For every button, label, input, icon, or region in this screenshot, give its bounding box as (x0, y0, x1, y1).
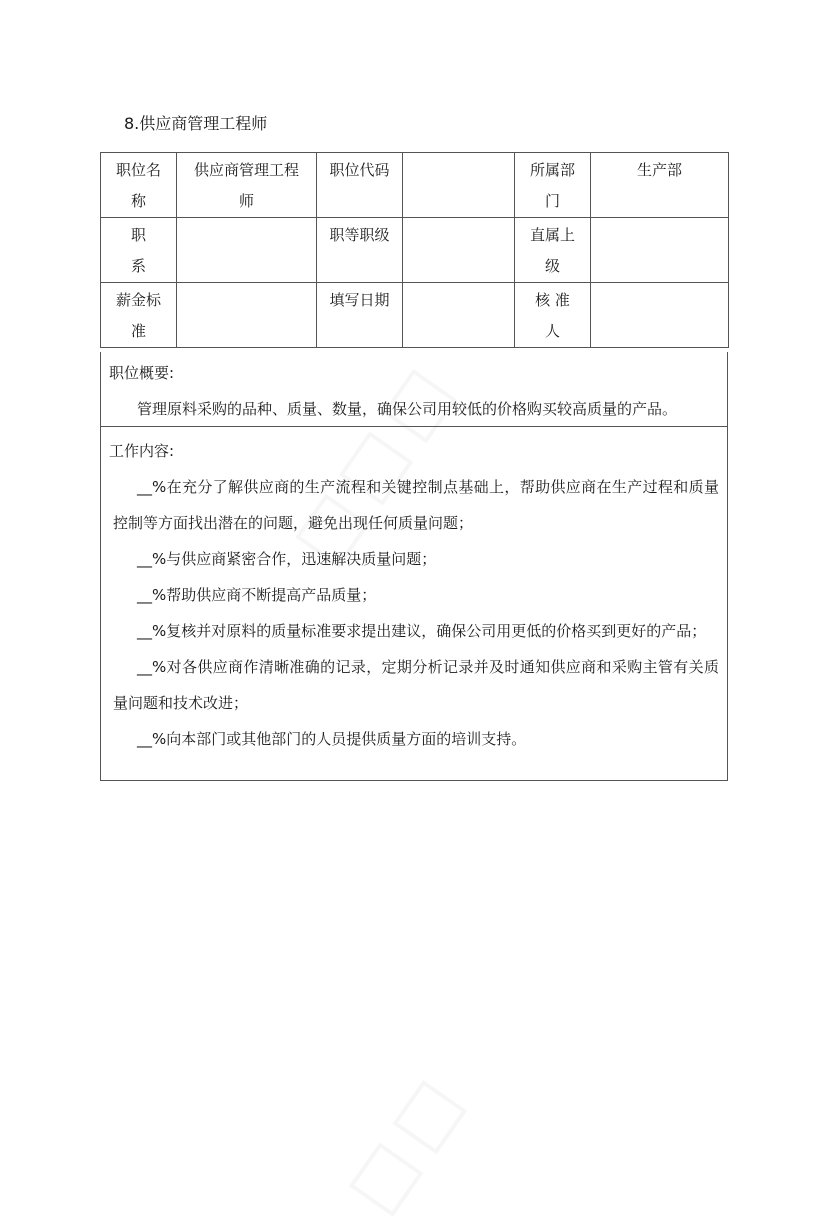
supervisor-label: 直属上 级 (529, 226, 575, 275)
grade-label: 职等职级 (329, 226, 390, 244)
work-content (100, 427, 728, 781)
list-item: __%与供应商紧密合作，迅速解决质量问题； (137, 550, 437, 568)
watermark-bottom (329, 1055, 484, 1227)
table-row (101, 283, 729, 348)
position-summary (100, 352, 728, 427)
summary-text: 管理原料采购的品种、质量、数量，确保公司用较低的价格购买较高质量的产品。 (137, 400, 678, 418)
table-row (101, 218, 729, 283)
department-label: 所属部 门 (529, 161, 575, 210)
list-item: __%在充分了解供应商的生产流程和关键控制点基础上，帮助供应商在生产过程和质量控制等方面找出潜在的问题，避免出现任何质量问题； (113, 478, 719, 532)
position-name-value: 供应商管理工程 师 (193, 161, 299, 210)
list-item: __%向本部门或其他部门的人员提供质量方面的培训支持。 (137, 730, 527, 748)
position-name-label: 职位名 称 (115, 161, 161, 210)
position-code-value (403, 153, 514, 155)
position-info-table (100, 152, 729, 348)
supervisor-value (591, 218, 728, 220)
salary-value (177, 283, 316, 285)
fill-date-label: 填写日期 (329, 291, 390, 309)
salary-label: 薪金标 准 (115, 291, 161, 340)
approver-label: 核 准 人 (535, 291, 570, 340)
fill-date-value (403, 283, 514, 285)
list-item: __%对各供应商作清晰准确的记录，定期分析记录并及时通知供应商和采购主管有关质量问题和技术改进； (113, 658, 719, 712)
summary-title: 职位概要: (109, 364, 175, 382)
grade-value (403, 218, 514, 220)
job-family-label: 职 系 (130, 226, 146, 275)
department-value: 生产部 (636, 161, 682, 179)
table-row (101, 153, 729, 218)
approver-value (591, 283, 728, 285)
list-item: __%复核并对原料的质量标准要求提出建议，确保公司用更低的价格买到更好的产品； (137, 622, 707, 640)
list-item: __%帮助供应商不断提高产品质量； (137, 586, 377, 604)
section-heading: 8.供应商管理工程师 (124, 114, 268, 133)
work-title: 工作内容: (109, 442, 175, 460)
job-family-value (177, 218, 316, 220)
position-code-label: 职位代码 (329, 161, 390, 179)
